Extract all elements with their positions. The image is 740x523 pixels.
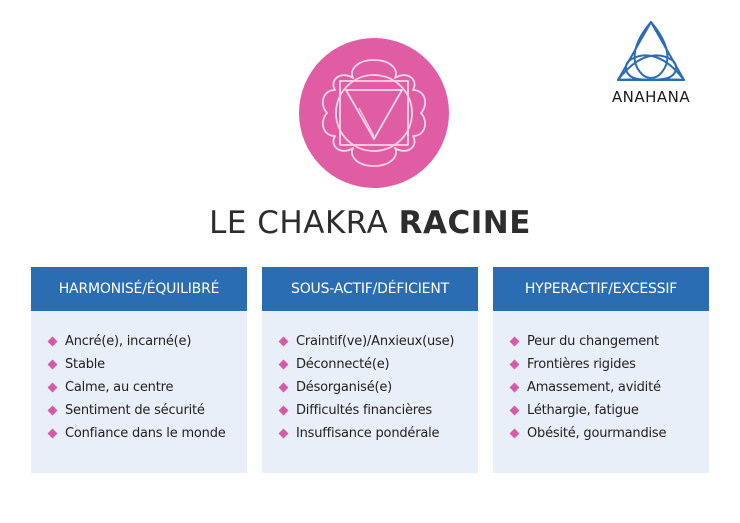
diamond-bullet-icon <box>279 360 289 370</box>
title-light: LE CHAKRA <box>209 205 399 241</box>
card-list <box>31 311 247 448</box>
diamond-bullet-icon <box>510 406 520 416</box>
list-item <box>65 402 247 425</box>
diamond-bullet-icon <box>510 360 520 370</box>
card-header: HYPERACTIF/EXCESSIF <box>493 267 709 311</box>
list-item-label: Léthargie, fatigue <box>527 403 639 418</box>
list-item-label: Déconnecté(e) <box>296 357 390 372</box>
list-item-label: Craintif(ve)/Anxieux(use) <box>296 334 455 349</box>
logo-text: ANAHANA <box>611 88 691 106</box>
list-item <box>65 333 247 356</box>
list-item-label: Calme, au centre <box>65 380 174 395</box>
card-harmonise <box>31 267 247 473</box>
list-item <box>296 333 478 356</box>
list-item <box>527 333 709 356</box>
diamond-bullet-icon <box>48 406 58 416</box>
diamond-bullet-icon <box>510 383 520 393</box>
diamond-bullet-icon <box>279 406 289 416</box>
diamond-bullet-icon <box>48 337 58 347</box>
list-item <box>65 356 247 379</box>
list-item-label: Insuffisance pondérale <box>296 426 440 441</box>
root-chakra-lotus-icon <box>299 38 449 188</box>
diamond-bullet-icon <box>510 429 520 439</box>
list-item-label: Ancré(e), incarné(e) <box>65 334 192 349</box>
list-item-label: Amassement, avidité <box>527 380 661 395</box>
triquetra-triangle-icon <box>616 20 686 82</box>
list-item-label: Obésité, gourmandise <box>527 426 667 441</box>
diamond-bullet-icon <box>279 429 289 439</box>
list-item <box>527 356 709 379</box>
list-item-label: Difficultés financières <box>296 403 433 418</box>
list-item <box>65 425 247 448</box>
title-bold: RACINE <box>398 205 531 241</box>
list-item <box>296 425 478 448</box>
list-item <box>296 356 478 379</box>
anahana-logo <box>606 20 696 124</box>
card-sous-actif <box>262 267 478 473</box>
list-item <box>296 379 478 402</box>
list-item <box>527 425 709 448</box>
diamond-bullet-icon <box>48 360 58 370</box>
list-item <box>527 402 709 425</box>
diamond-bullet-icon <box>48 383 58 393</box>
diamond-bullet-icon <box>510 337 520 347</box>
list-item-label: Confiance dans le monde <box>65 426 226 441</box>
list-item-label: Sentiment de sécurité <box>65 403 205 418</box>
list-item <box>296 402 478 425</box>
card-list <box>493 311 709 448</box>
card-header: SOUS-ACTIF/DÉFICIENT <box>262 267 478 311</box>
list-item <box>527 379 709 402</box>
list-item-label: Désorganisé(e) <box>296 380 393 395</box>
card-header: HARMONISÉ/ÉQUILIBRÉ <box>31 267 247 311</box>
card-list <box>262 311 478 448</box>
card-hyperactif <box>493 267 709 473</box>
diamond-bullet-icon <box>48 429 58 439</box>
list-item <box>65 379 247 402</box>
list-item-label: Peur du changement <box>527 334 659 349</box>
diamond-bullet-icon <box>279 383 289 393</box>
page-title <box>0 205 740 241</box>
list-item-label: Stable <box>65 357 105 372</box>
list-item-label: Frontières rigides <box>527 357 636 372</box>
diamond-bullet-icon <box>279 337 289 347</box>
root-chakra-emblem <box>299 38 449 188</box>
